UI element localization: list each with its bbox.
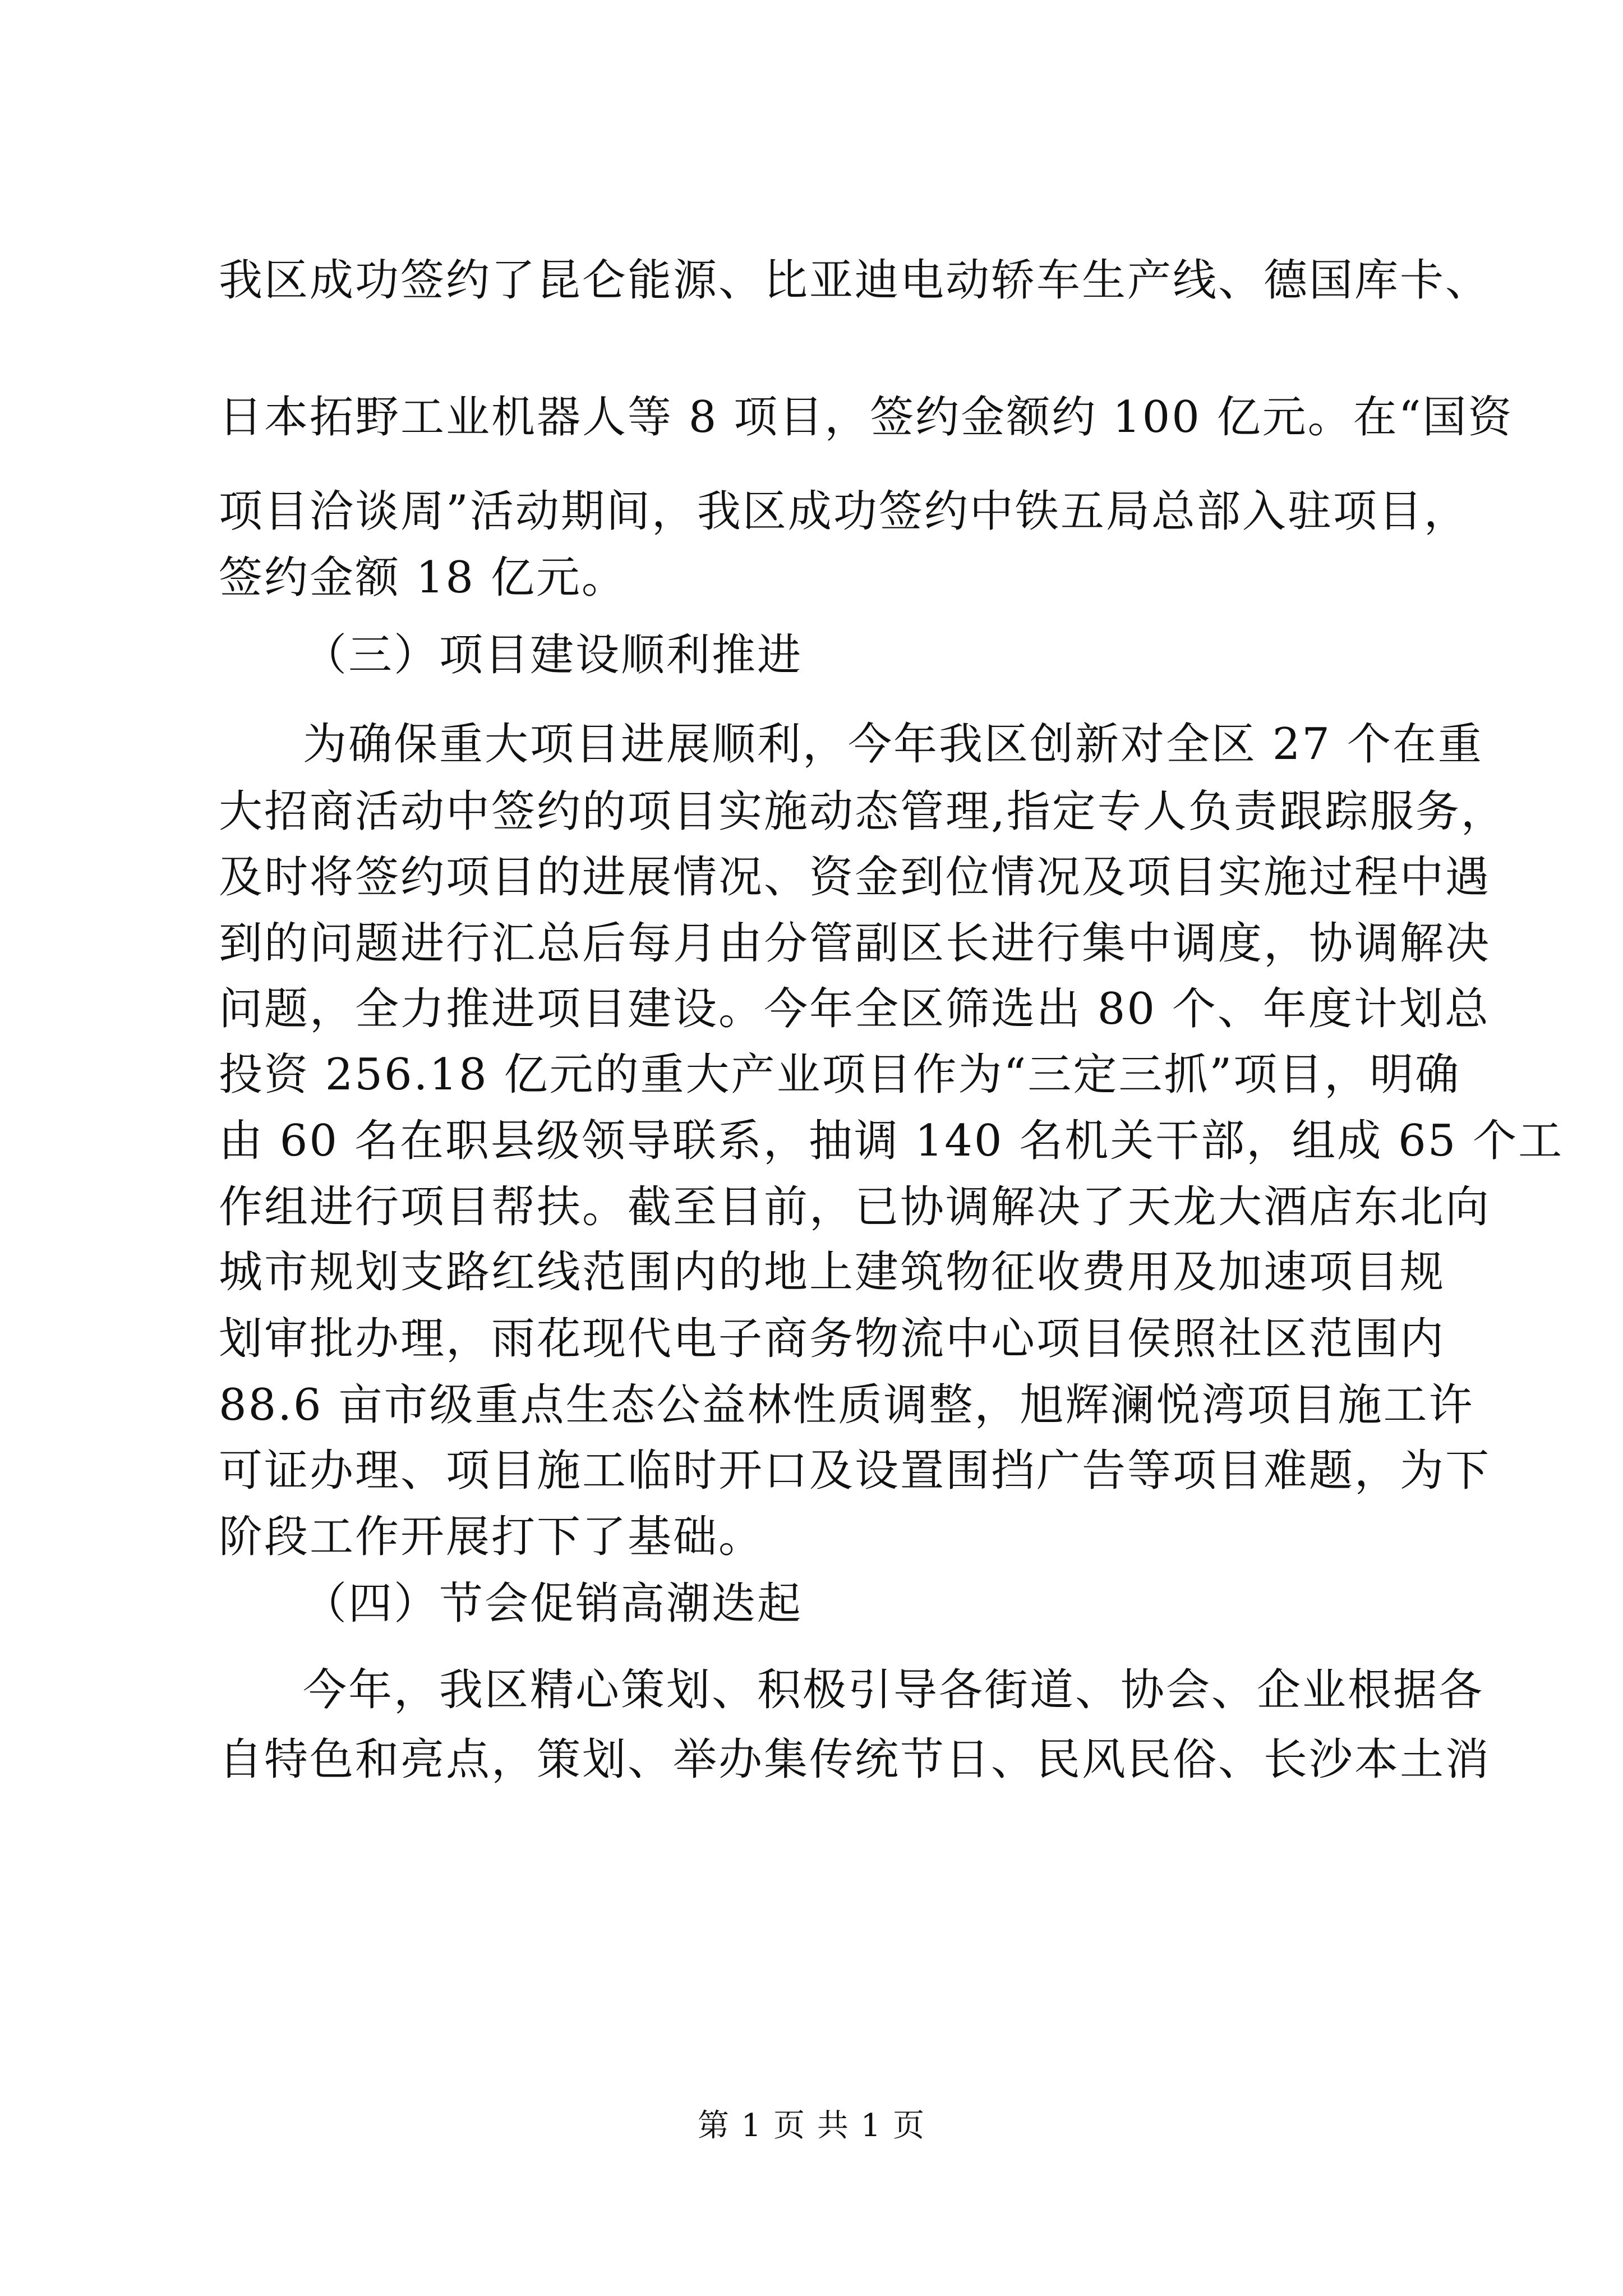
text-line: 城市规划支路红线范围内的地上建筑物征收费用及加速项目规 bbox=[219, 1247, 1446, 1297]
text-line: 及时将签约项目的进展情况、资金到位情况及项目实施过程中遇 bbox=[219, 852, 1491, 903]
section-heading: （三）项目建设顺利推进 bbox=[303, 630, 803, 680]
text-line: 签约金额 18 亿元。 bbox=[219, 553, 627, 603]
text-line: 问题，全力推进项目建设。今年全区筛选出 80 个、年度计划总 bbox=[219, 984, 1490, 1034]
text-line: 大招商活动中签约的项目实施动态管理,指定专人负责跟踪服务， bbox=[219, 786, 1506, 837]
text-line: 今年，我区精心策划、积极引导各街道、协会、企业根据各 bbox=[303, 1665, 1484, 1715]
section-heading: （四）节会促销高潮迭起 bbox=[303, 1579, 803, 1629]
text-line: 可证办理、项目施工临时开口及设置围挡广告等项目难题，为下 bbox=[219, 1446, 1491, 1496]
text-line: 我区成功签约了昆仑能源、比亚迪电动轿车生产线、德国库卡、 bbox=[219, 255, 1491, 306]
text-line: 由 60 名在职县级领导联系，抽调 140 名机关干部，组成 65 个工 bbox=[219, 1116, 1564, 1166]
text-line: 到的问题进行汇总后每月由分管副区长进行集中调度，协调解决 bbox=[219, 918, 1491, 969]
text-line: 划审批办理，雨花现代电子商务物流中心项目侯照社区范围内 bbox=[219, 1314, 1446, 1364]
text-line: 阶段工作开展打下了基础。 bbox=[219, 1512, 764, 1562]
text-line: 日本拓野工业机器人等 8 项目，签约金额约 100 亿元。在“国资 bbox=[219, 392, 1514, 443]
page-footer: 第 1 页 共 1 页 bbox=[697, 2108, 926, 2144]
text-line: 为确保重大项目进展顺利，今年我区创新对全区 27 个在重 bbox=[303, 719, 1483, 770]
text-line: 项目洽谈周”活动期间，我区成功签约中铁五局总部入驻项目， bbox=[219, 486, 1469, 537]
text-line: 作组进行项目帮扶。截至目前，已协调解决了天龙大酒店东北向 bbox=[219, 1182, 1491, 1232]
text-line: 自特色和亮点，策划、举办集传统节日、民风民俗、长沙本土消 bbox=[219, 1734, 1491, 1785]
text-line: 投资 256.18 亿元的重大产业项目作为“三定三抓”项目，明确 bbox=[219, 1050, 1461, 1100]
text-line: 88.6 亩市级重点生态公益林性质调整，旭辉澜悦湾项目施工许 bbox=[219, 1380, 1474, 1430]
